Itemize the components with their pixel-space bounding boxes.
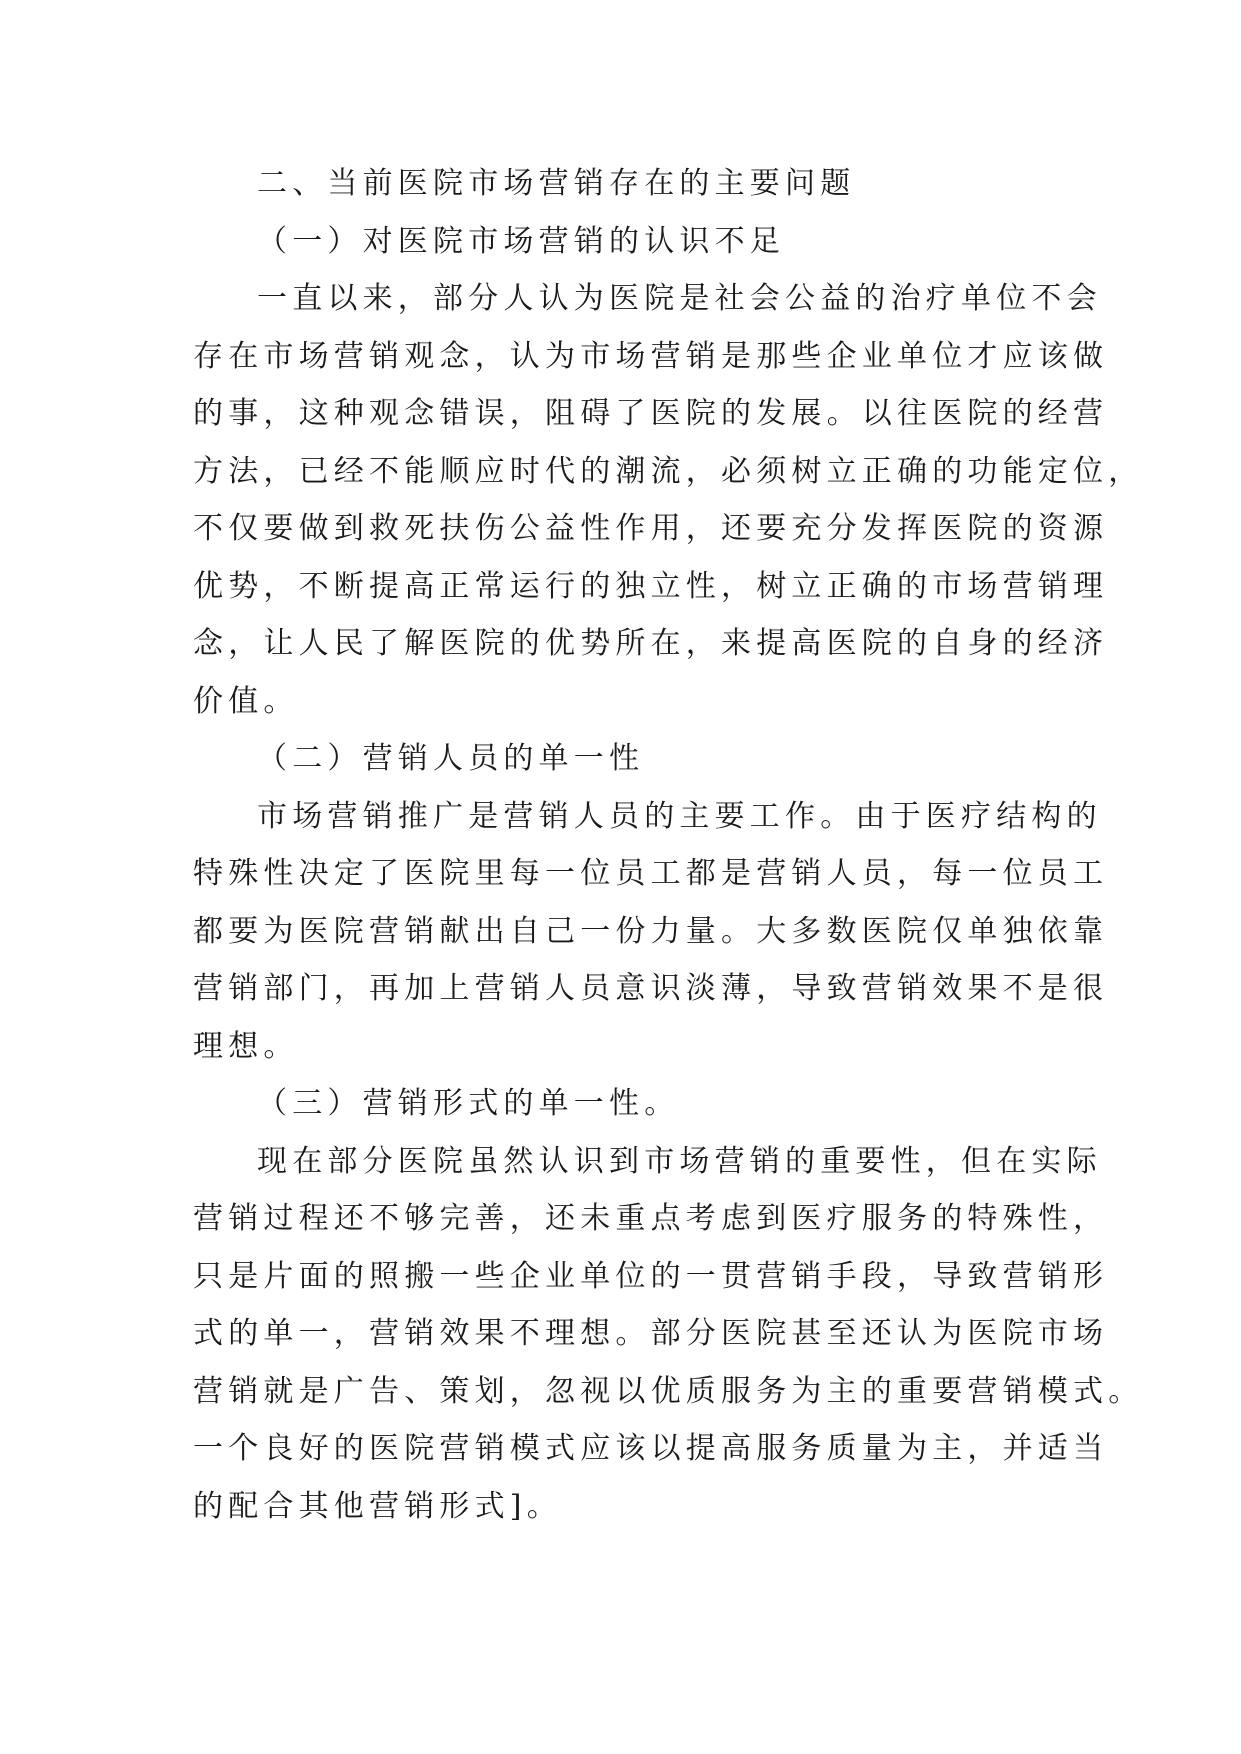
paragraph-line: 念，让人民了解医院的优势所在，来提高医院的自身的经济 xyxy=(193,626,1109,661)
paragraph-line: 的事，这种观念错误，阻碍了医院的发展。以往医院的经营 xyxy=(193,396,1109,431)
paragraph-line: 一直以来，部分人认为医院是社会公益的治疗单位不会 xyxy=(257,281,1102,316)
paragraph-line: 营销过程还不够完善，还未重点考虑到医疗服务的特殊性， xyxy=(193,1201,1109,1236)
document-page xyxy=(193,155,1144,1535)
paragraph-line: 营销就是广告、策划，忽视以优质服务为主的重要营销模式。 xyxy=(193,1373,1144,1409)
paragraph-line: 优势，不断提高正常运行的独立性，树立正确的市场营销理 xyxy=(193,568,1109,604)
subsection-heading-1: （一）对医院市场营销的认识不足 xyxy=(257,223,785,259)
paragraph-line: 现在部分医院虽然认识到市场营销的重要性，但在实际 xyxy=(257,1143,1102,1179)
paragraph-line: 式的单一，营销效果不理想。部分医院甚至还认为医院市场 xyxy=(193,1316,1109,1351)
paragraph-line: 一个良好的医院营销模式应该以提高服务质量为主，并适当 xyxy=(193,1431,1109,1466)
paragraph-line: 理想。 xyxy=(193,1028,299,1064)
paragraph-line: 都要为医院营销献出自己一份力量。大多数医院仅单独依靠 xyxy=(193,913,1109,949)
paragraph-line: 营销部门，再加上营销人员意识淡薄，导致营销效果不是很 xyxy=(193,971,1109,1006)
paragraph-line: 的配合其他营销形式]。 xyxy=(193,1488,562,1524)
paragraph-line: 不仅要做到救死扶伤公益性作用，还要充分发挥医院的资源 xyxy=(193,511,1109,546)
paragraph-line: 存在市场营销观念，认为市场营销是那些企业单位才应该做 xyxy=(193,338,1109,374)
subsection-heading-2: （二）营销人员的单一性 xyxy=(257,741,645,776)
paragraph-line: 价值。 xyxy=(193,683,299,719)
paragraph-line: 特殊性决定了医院里每一位员工都是营销人员，每一位员工 xyxy=(193,856,1109,891)
paragraph-line: 只是片面的照搬一些企业单位的一贯营销手段，导致营销形 xyxy=(193,1258,1109,1294)
subsection-heading-3: （三）营销形式的单一性。 xyxy=(257,1086,680,1121)
paragraph-line: 方法，已经不能顺应时代的潮流，必须树立正确的功能定位， xyxy=(193,453,1144,489)
section-title: 二、当前医院市场营销存在的主要问题 xyxy=(257,166,856,201)
paragraph-line: 市场营销推广是营销人员的主要工作。由于医疗结构的 xyxy=(257,798,1102,834)
